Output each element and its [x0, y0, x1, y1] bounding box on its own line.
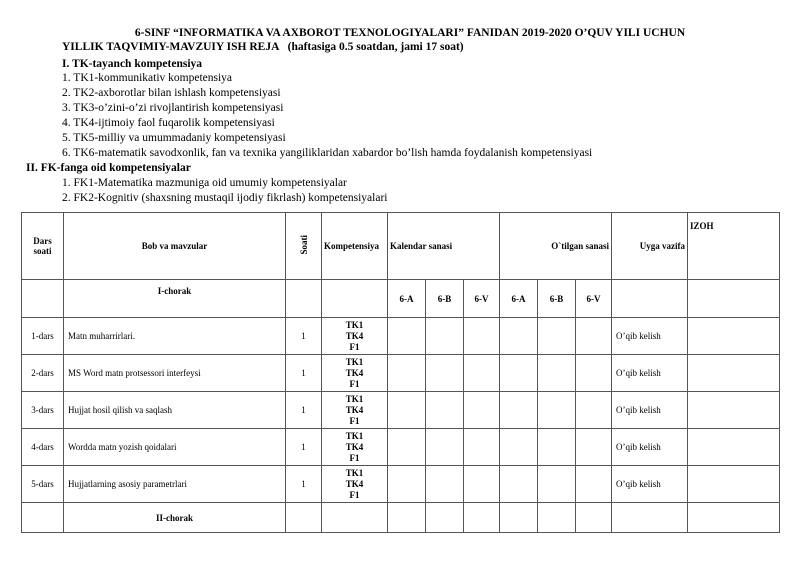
competency-code: F1	[349, 489, 360, 500]
date-cell	[500, 355, 538, 392]
date-cell	[538, 429, 576, 466]
date-cell	[576, 318, 612, 355]
cell-empty	[612, 503, 688, 533]
lesson-competencies	[322, 355, 388, 392]
subtitle-main: YILLIK TAQVIMIY-MAVZUIY ISH REJA	[62, 41, 279, 53]
date-cell	[576, 466, 612, 503]
plan-table	[21, 212, 780, 533]
table-header-row	[22, 213, 780, 280]
section1-item: 2. TK2-axborotlar bilan ishlash kompetensiyasi	[62, 87, 281, 99]
header-soati-label: Soati	[298, 235, 309, 255]
homework: O’qib kelish	[612, 355, 688, 392]
chorak-2-label: II-chorak	[64, 503, 286, 533]
cell-empty	[500, 503, 538, 533]
lesson-number: 3-dars	[22, 392, 64, 429]
cell-empty	[576, 503, 612, 533]
date-cell	[388, 466, 426, 503]
date-cell	[500, 429, 538, 466]
chorak-2-row	[22, 503, 780, 533]
section2-title: II. FK-fanga oid kompetensiyalar	[26, 162, 191, 174]
section2-item: 2. FK2-Kognitiv (shaxsning mustaqil ijodiy fikrlash) kompetensiyalari	[62, 192, 388, 204]
document-subtitle	[62, 40, 762, 54]
competency-code: TK1	[345, 393, 364, 404]
competency-code: F1	[349, 415, 360, 426]
section1-item: 6. TK6-matematik savodxonlik, fan va texnika yangiliklaridan xabardor bo’lish hamda foydalanish kompetensiyasi	[62, 147, 593, 159]
header-otilgan: O`tilgan sanasi	[500, 213, 612, 280]
homework: O’qib kelish	[612, 392, 688, 429]
competency-code: TK4	[345, 330, 364, 341]
competency-code: TK4	[345, 478, 364, 489]
cell-empty	[464, 503, 500, 533]
subtitle-hours: (haftasiga 0.5 soatdan, jami 17 soat)	[287, 41, 464, 53]
section1-item: 5. TK5-milliy va umummadaniy kompetensiyasi	[62, 132, 286, 144]
note-cell	[688, 355, 780, 392]
date-cell	[538, 466, 576, 503]
lesson-topic: Hujjatlarning asosiy parametrlari	[64, 466, 286, 503]
cell-empty	[322, 503, 388, 533]
date-cell	[538, 392, 576, 429]
class-label: 6-V	[464, 280, 500, 318]
header-izoh: IZOH	[688, 213, 780, 280]
homework: O’qib kelish	[612, 318, 688, 355]
lesson-competencies	[322, 318, 388, 355]
table-row	[22, 392, 780, 429]
competency-code: TK4	[345, 367, 364, 378]
lesson-number: 1-dars	[22, 318, 64, 355]
cell-empty	[22, 280, 64, 318]
date-cell	[426, 392, 464, 429]
date-cell	[464, 355, 500, 392]
cell-empty	[538, 503, 576, 533]
lesson-topic: Hujjat hosil qilish va saqlash	[64, 392, 286, 429]
cell-empty	[286, 280, 322, 318]
header-uyga-vazifa: Uyga vazifa	[612, 213, 688, 280]
table-row	[22, 429, 780, 466]
lesson-topic: Wordda matn yozish qoidalari	[64, 429, 286, 466]
cell-empty	[388, 503, 426, 533]
lesson-number: 4-dars	[22, 429, 64, 466]
lesson-hours: 1	[286, 318, 322, 355]
lesson-hours: 1	[286, 466, 322, 503]
lesson-number: 2-dars	[22, 355, 64, 392]
lesson-competencies	[322, 466, 388, 503]
lesson-topic: Matn muharrirlari.	[64, 318, 286, 355]
date-cell	[464, 318, 500, 355]
note-cell	[688, 392, 780, 429]
lesson-hours: 1	[286, 392, 322, 429]
class-label: 6-B	[538, 280, 576, 318]
date-cell	[576, 392, 612, 429]
date-cell	[426, 466, 464, 503]
class-label: 6-A	[388, 280, 426, 318]
section1-title: I. TK-tayanch kompetensiya	[62, 58, 203, 70]
competency-code: TK4	[345, 441, 364, 452]
cell-empty	[688, 503, 780, 533]
lesson-number: 5-dars	[22, 466, 64, 503]
cell-empty	[426, 503, 464, 533]
class-label: 6-B	[426, 280, 464, 318]
cell-empty	[22, 503, 64, 533]
lesson-competencies	[322, 392, 388, 429]
cell-empty	[688, 280, 780, 318]
date-cell	[500, 318, 538, 355]
section2-item: 1. FK1-Matematika mazmuniga oid umumiy kompetensiyalar	[62, 177, 347, 189]
date-cell	[464, 392, 500, 429]
competency-code: TK1	[345, 319, 364, 330]
date-cell	[538, 355, 576, 392]
competency-code: TK1	[345, 430, 364, 441]
header-dars-soati: Dars soati	[22, 213, 64, 280]
competency-code: F1	[349, 452, 360, 463]
date-cell	[388, 392, 426, 429]
note-cell	[688, 466, 780, 503]
table-row	[22, 466, 780, 503]
cell-empty	[612, 280, 688, 318]
date-cell	[388, 429, 426, 466]
header-kalendar: Kalendar sanasi	[388, 213, 500, 280]
homework: O’qib kelish	[612, 429, 688, 466]
section1-item: 4. TK4-ijtimoiy faol fuqarolik kompetensiyasi	[62, 117, 275, 129]
lesson-rows	[22, 318, 780, 503]
table-class-row	[22, 280, 780, 318]
competency-code: F1	[349, 378, 360, 389]
date-cell	[538, 318, 576, 355]
section1-item: 3. TK3-o’zini-o’zi rivojlantirish kompetensiyasi	[62, 102, 284, 114]
class-label: 6-V	[576, 280, 612, 318]
competency-code: TK4	[345, 404, 364, 415]
lesson-topic: MS Word matn protsessori interfeysi	[64, 355, 286, 392]
date-cell	[576, 429, 612, 466]
cell-empty	[322, 280, 388, 318]
class-label: 6-A	[500, 280, 538, 318]
homework: O’qib kelish	[612, 466, 688, 503]
competency-code: F1	[349, 341, 360, 352]
header-soati	[286, 213, 322, 280]
date-cell	[464, 466, 500, 503]
lesson-hours: 1	[286, 429, 322, 466]
date-cell	[500, 392, 538, 429]
date-cell	[388, 318, 426, 355]
date-cell	[464, 429, 500, 466]
note-cell	[688, 318, 780, 355]
lesson-hours: 1	[286, 355, 322, 392]
header-kompetensiya: Kompetensiya	[322, 213, 388, 280]
competency-code: TK1	[345, 356, 364, 367]
table-row	[22, 355, 780, 392]
section1-item: 1. TK1-kommunikativ kompetensiya	[62, 72, 233, 84]
date-cell	[576, 355, 612, 392]
note-cell	[688, 429, 780, 466]
header-bob-mavzular: Bob va mavzular	[64, 213, 286, 280]
date-cell	[426, 429, 464, 466]
date-cell	[426, 318, 464, 355]
date-cell	[500, 466, 538, 503]
lesson-competencies	[322, 429, 388, 466]
date-cell	[426, 355, 464, 392]
document-title: 6-SINF “INFORMATIKA VA AXBOROT TEXNOLOGIYALARI” FANIDAN 2019-2020 O’QUV YILI UCHUN	[134, 27, 686, 39]
competency-code: TK1	[345, 467, 364, 478]
date-cell	[388, 355, 426, 392]
table-row	[22, 318, 780, 355]
chorak-1-label: I-chorak	[64, 280, 286, 318]
cell-empty	[286, 503, 322, 533]
